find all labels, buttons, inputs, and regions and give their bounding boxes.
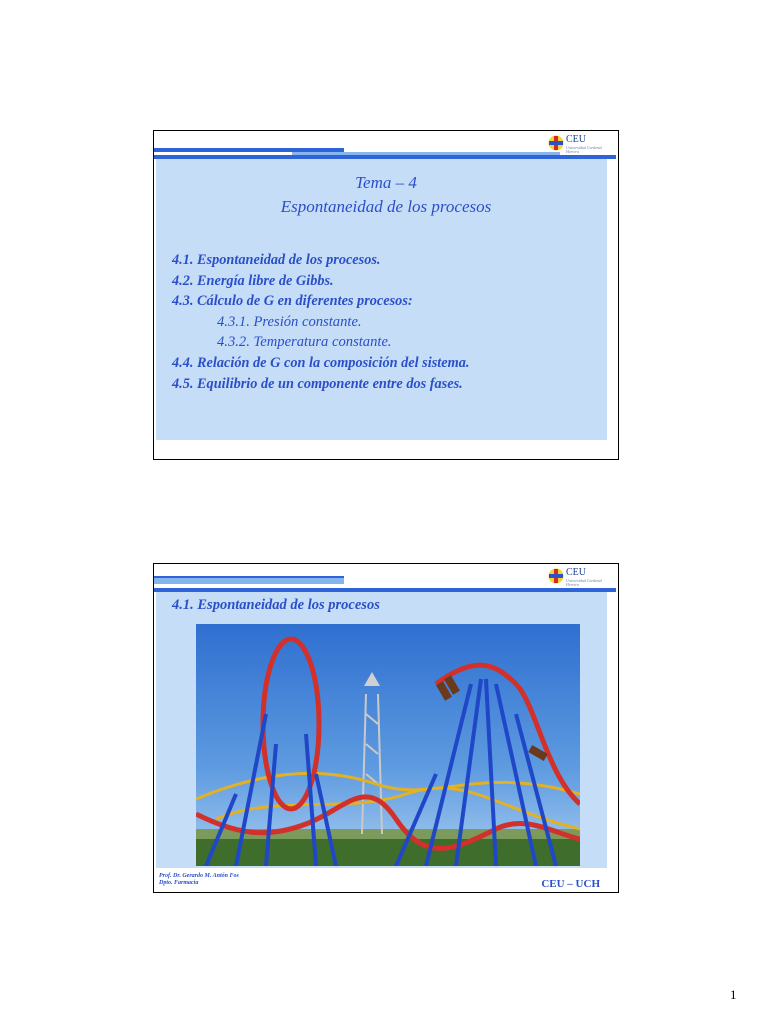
ceu-logo [548, 133, 602, 159]
ceu-cross-icon [548, 135, 564, 151]
logo-text: CEU [566, 134, 586, 145]
toc-item: 4.5. Equilibrio de un componente entre dos fases. [172, 375, 463, 392]
logo-subtitle: Universidad Cardenal Herrera [566, 145, 602, 154]
logo-subtitle: Universidad Cardenal Herrera [566, 578, 602, 587]
toc-subitem: 4.3.1. Presión constante. [217, 313, 362, 330]
page-number: 1 [730, 987, 737, 1002]
header-bar-light [292, 578, 344, 584]
footer-department: Dpto. Farmacia [159, 880, 199, 886]
topic-subtitle: Espontaneidad de los procesos [280, 197, 492, 216]
ceu-cross-icon [548, 568, 564, 584]
footer-author: Prof. Dr. Gerardo M. Antón Fos [159, 873, 239, 879]
toc-item: 4.1. Espontaneidad de los procesos. [172, 252, 381, 268]
toc-subitem: 4.3.2. Temperatura constante. [217, 334, 392, 351]
table-of-contents [172, 250, 469, 394]
footer-author-block [159, 873, 239, 887]
slide-2 [153, 563, 619, 893]
slide-1 [153, 130, 619, 460]
slide-title: 4.1. Espontaneidad de los procesos [172, 597, 380, 613]
toc-item: 4.3. Cálculo de G en diferentes procesos: [172, 293, 413, 310]
toc-item: 4.2. Energía libre de Gibbs. [172, 272, 334, 289]
toc-item: 4.4. Relación de G con la composición del sistema. [172, 354, 470, 371]
logo-text: CEU [566, 567, 586, 578]
footer-brand: CEU – UCH [541, 878, 600, 890]
ceu-logo [548, 566, 602, 592]
roller-coaster-photo [196, 624, 580, 866]
topic-title: Tema – 4 [355, 173, 417, 192]
